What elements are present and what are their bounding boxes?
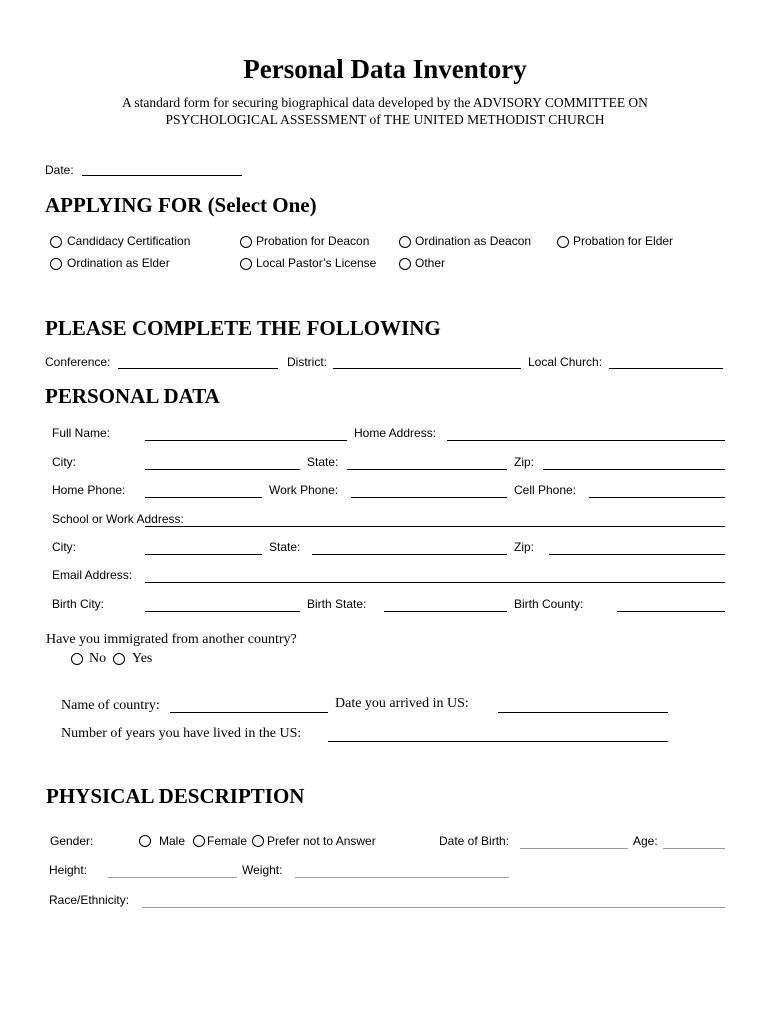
email-field[interactable] — [145, 582, 725, 583]
home-phone-label: Home Phone: — [52, 483, 126, 497]
radio-probation-deacon[interactable] — [240, 236, 252, 248]
radio-local-pastor-license[interactable] — [240, 258, 252, 270]
city-2-field[interactable] — [145, 554, 262, 555]
height-field[interactable] — [108, 877, 237, 878]
option-probation-elder-label: Probation for Elder — [573, 234, 674, 248]
radio-immigrated-no[interactable] — [71, 653, 83, 665]
birth-state-label: Birth State: — [307, 597, 367, 611]
country-name-field[interactable] — [170, 712, 328, 713]
date-of-birth-label: Date of Birth: — [439, 834, 510, 848]
race-ethnicity-field[interactable] — [142, 907, 725, 908]
years-in-us-field[interactable] — [328, 741, 668, 742]
home-address-label: Home Address: — [354, 426, 437, 440]
district-label: District: — [287, 355, 327, 369]
cell-phone-label: Cell Phone: — [514, 483, 577, 497]
zip-2-label: Zip: — [514, 540, 535, 554]
date-of-birth-field[interactable] — [520, 848, 628, 849]
cell-phone-field[interactable] — [589, 497, 725, 498]
district-field[interactable] — [333, 368, 521, 369]
complete-heading: PLEASE COMPLETE THE FOLLOWING — [45, 316, 441, 340]
conference-label: Conference: — [45, 355, 111, 369]
option-candidacy-certification-label: Candidacy Certification — [67, 234, 191, 248]
zip-label: Zip: — [514, 455, 535, 469]
birth-city-field[interactable] — [145, 611, 300, 612]
full-name-label: Full Name: — [52, 426, 111, 440]
date-label: Date: — [45, 163, 74, 177]
option-probation-deacon-label: Probation for Deacon — [256, 234, 370, 248]
gender-label: Gender: — [50, 834, 94, 848]
zip-2-field[interactable] — [549, 554, 725, 555]
radio-other[interactable] — [399, 258, 411, 270]
page-title: Personal Data Inventory — [243, 54, 527, 84]
physical-description-heading: PHYSICAL DESCRIPTION — [46, 784, 305, 808]
age-field[interactable] — [663, 848, 725, 849]
age-label: Age: — [633, 834, 658, 848]
city-label: City: — [52, 455, 76, 469]
subtitle-line-2: PSYCHOLOGICAL ASSESSMENT of THE UNITED METHODIST CHURCH — [165, 112, 605, 127]
option-ordination-deacon-label: Ordination as Deacon — [415, 234, 532, 248]
weight-field[interactable] — [295, 877, 509, 878]
local-church-label: Local Church: — [528, 355, 603, 369]
gender-prefer-not-label: Prefer not to Answer — [267, 834, 376, 848]
option-local-pastor-license-label: Local Pastor’s License — [256, 256, 377, 270]
radio-gender-female[interactable] — [193, 835, 205, 847]
city-field[interactable] — [145, 469, 300, 470]
local-church-field[interactable] — [609, 368, 723, 369]
radio-candidacy-certification[interactable] — [50, 236, 62, 248]
height-label: Height: — [49, 863, 88, 877]
state-2-label: State: — [269, 540, 301, 554]
radio-probation-elder[interactable] — [557, 236, 569, 248]
work-phone-label: Work Phone: — [269, 483, 339, 497]
date-field[interactable] — [82, 175, 242, 176]
date-arrived-field[interactable] — [498, 712, 668, 713]
radio-ordination-elder[interactable] — [50, 258, 62, 270]
immigration-question: Have you immigrated from another country? — [46, 632, 297, 647]
state-field[interactable] — [347, 469, 507, 470]
school-work-address-field[interactable] — [145, 526, 725, 527]
radio-ordination-deacon[interactable] — [399, 236, 411, 248]
birth-county-field[interactable] — [617, 611, 725, 612]
birth-city-label: Birth City: — [52, 597, 105, 611]
personal-data-heading: PERSONAL DATA — [45, 384, 220, 408]
date-arrived-label: Date you arrived in US: — [335, 696, 469, 711]
option-other-label: Other — [415, 256, 446, 270]
country-name-label: Name of country: — [61, 698, 160, 713]
radio-gender-prefer-not[interactable] — [252, 835, 264, 847]
conference-field[interactable] — [118, 368, 278, 369]
weight-label: Weight: — [242, 863, 283, 877]
radio-gender-male[interactable] — [139, 835, 151, 847]
email-label: Email Address: — [52, 568, 133, 582]
city-2-label: City: — [52, 540, 76, 554]
radio-immigrated-yes[interactable] — [113, 653, 125, 665]
birth-state-field[interactable] — [384, 611, 507, 612]
race-ethnicity-label: Race/Ethnicity: — [49, 893, 130, 907]
home-address-field[interactable] — [447, 440, 725, 441]
immigrated-no-label: No — [89, 651, 107, 666]
option-ordination-elder-label: Ordination as Elder — [67, 256, 170, 270]
subtitle-line-1: A standard form for securing biographical data developed by the ADVISORY COMMITTEE ON — [122, 95, 648, 110]
zip-field[interactable] — [543, 469, 725, 470]
work-phone-field[interactable] — [351, 497, 507, 498]
full-name-field[interactable] — [145, 440, 347, 441]
state-label: State: — [307, 455, 339, 469]
state-2-field[interactable] — [312, 554, 507, 555]
school-work-address-label: School or Work Address: — [52, 512, 184, 526]
home-phone-field[interactable] — [145, 497, 262, 498]
years-in-us-label: Number of years you have lived in the US: — [61, 726, 302, 741]
gender-male-label: Male — [159, 834, 186, 848]
applying-for-heading: APPLYING FOR (Select One) — [45, 193, 317, 217]
birth-county-label: Birth County: — [514, 597, 584, 611]
gender-female-label: Female — [207, 834, 248, 848]
immigrated-yes-label: Yes — [132, 651, 153, 666]
